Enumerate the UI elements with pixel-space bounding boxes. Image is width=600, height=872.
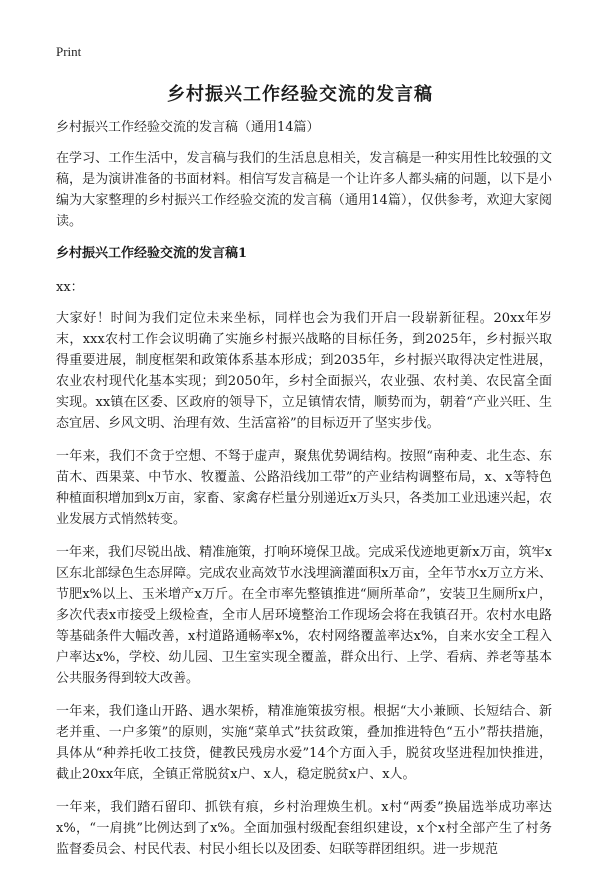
intro-paragraph: 在学习、工作生活中，发言稿与我们的生活息息相关，发言稿是一种实用性比较强的文稿，是为演讲准备的书面材料。相信写发言稿是一个让许多人都头痛的问题，以下是小编为大家整理的乡村振兴工作经验交流的发言稿（通用14篇），仅供参考，欢迎大家阅读。 xyxy=(56,151,552,229)
body-paragraph: 一年来，我们踏石留印、抓铁有痕，乡村治理焕生机。x村“两委”换届选举成功率达x%，“一肩挑”比例达到了x%。全面加强村级配套组织建设，x个x村全部产生了村务监督委员会、村民代表、村民小组长以及团委、妇联等群团组织。进一步规范 xyxy=(56,800,552,857)
body-paragraph: 大家好！时间为我们定位未来坐标，同样也会为我们开启一段崭新征程。20xx年岁末，xxx农村工作会议明确了实施乡村振兴战略的目标任务，到2025年，乡村振兴取得重要进展，制度框架和政策体系基本形成；到2035年，乡村振兴取得决定性进展，农业农村现代化基本实现；到2050年，乡村全面振兴，农业强、农村美、农民富全面实现。xx镇在区委、区政府的领导下，立足镇情农情，顺势而为，朝着“产业兴旺、生态宜居、乡风文明、治理有效、生活富裕”的目标迈开了坚实步伐。 xyxy=(56,311,552,431)
document-body xyxy=(56,118,552,872)
print-link[interactable]: Print xyxy=(56,44,82,59)
section-heading: 乡村振兴工作经验交流的发言稿1 xyxy=(56,246,248,261)
document-subtitle: 乡村振兴工作经验交流的发言稿（通用14篇） xyxy=(56,120,320,135)
salutation: xx： xyxy=(56,280,84,295)
body-paragraph: 一年来，我们尽锐出战、精准施策，打响环境保卫战。完成采伐迹地更新x万亩，筑牢x区东北部绿色生态屏障。完成农业高效节水浅埋滴灌面积x万亩，全年节水x万立方米、节肥x%以上、玉米增产x万斤。在全市率先整镇推进“厕所革命”，安装卫生厕所x户，多次代表x市接受上级检查，全市人居环境整治工作现场会将在我镇召开。农村水电路等基础条件大幅改善，x村道路通畅率x%，农村网络覆盖率达x%，自来水安全工程入户率达x%，学校、幼儿园、卫生室实现全覆盖，群众出行、上学、看病、养老等基本公共服务得到较大改善。 xyxy=(56,545,552,686)
body-paragraph: 一年来，我们逢山开路、遇水架桥，精准施策拔穷根。根据“大小兼顾、长短结合、新老并重、一户多策”的原则，实施“菜单式”扶贫政策，叠加推进特色“五小”帮扶措施，具体从“种养托收工技贷，健教民残房水爱”14个方面入手，脱贫攻坚进程加快推进，截止20xx年底，全镇正常脱贫x户、x人，稳定脱贫x户、x人。 xyxy=(56,704,552,782)
page-title: 乡村振兴工作经验交流的发言稿 xyxy=(167,84,433,105)
body-paragraph: 一年来，我们不贪于空想、不驽于虚声，聚焦优势调结构。按照“南种麦、北生态、东苗木、西果菜、中节水、牧覆盖、公路沿线加工带”的产业结构调整布局，x、x等特色种植面积增加到x万亩，家畜、家禽存栏量分别递近x万头只，各类加工业迅速兴起，农业发展方式悄然转变。 xyxy=(56,449,552,527)
